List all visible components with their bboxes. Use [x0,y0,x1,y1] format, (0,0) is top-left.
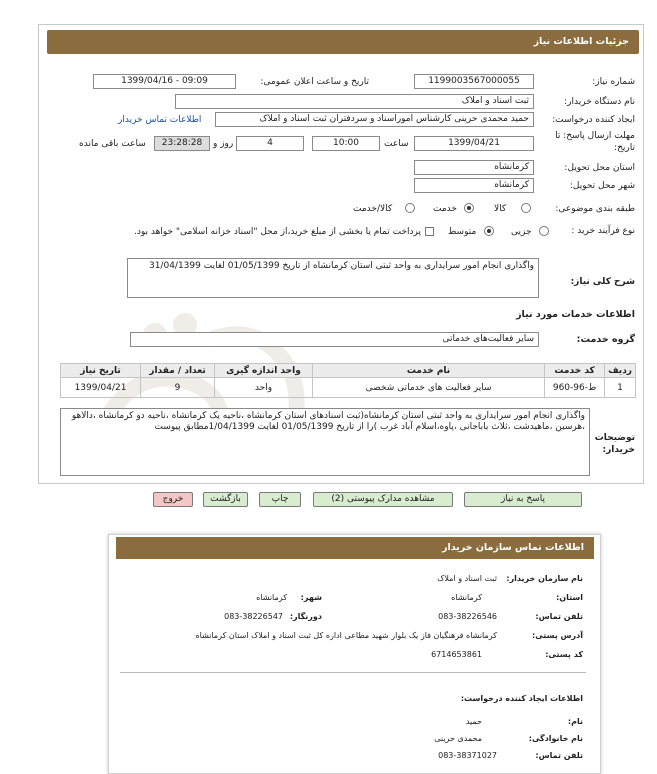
process-partial-label: جزیی [511,227,532,237]
creator-phone-label: تلفن تماس: [535,751,583,760]
print-button[interactable]: چاپ [259,492,301,507]
province-label: استان محل تحویل: [564,163,635,173]
contact-province-value: کرمانشاه [451,593,482,602]
creator-family-value: محمدی حرینی [434,734,482,743]
treasury-payment-checkbox[interactable] [425,227,434,236]
col-date: تاریخ نیاز [61,364,141,378]
creator-label: ایجاد کننده درخواست: [552,115,635,125]
cell-name: سایر فعالیت های خدماتی شخصی [313,378,545,398]
services-table [60,363,636,398]
contact-city-value: کرمانشاه [256,593,287,602]
creator-phone-value: 083-38371027 [438,751,497,760]
buyer-notes-label-2: خریدار: [602,445,635,455]
cell-qty: 9 [141,378,215,398]
buyer-org-field: ثبت اسناد و املاک [175,94,534,109]
city-field: کرمانشاه [414,178,534,193]
exit-button[interactable]: خروج [153,492,193,507]
page-title: جزئیات اطلاعات نیاز [47,30,639,54]
purchase-type-label: نوع فرآیند خرید : [571,226,635,236]
cell-unit: واحد [215,378,313,398]
creator-field: حمید محمدی حرینی کارشناس اموراسناد و سردفتران ثبت اسناد و املاک [215,112,534,127]
deadline-date-field: 1399/04/21 [414,136,534,151]
category-label: طبقه بندی موضوعی: [555,204,635,214]
summary-textarea: واگذاری انجام امور سرایداری به واحد ثبتی استان کرمانشاه از تاریخ 01/05/1399 لغایت 31/04/1399 [127,258,539,298]
back-button[interactable]: بازگشت [203,492,248,507]
contact-postal-value: 6714653861 [431,650,482,659]
contact-org-value: ثبت اسناد و املاک [437,574,497,583]
table-row [61,378,636,398]
col-qty: تعداد / مقدار [141,364,215,378]
service-group-label: گروه خدمت: [576,334,635,345]
process-medium-radio[interactable] [484,226,494,236]
card-divider [120,672,586,673]
creator-name-label: نام: [567,717,583,726]
col-index: ردیف [605,364,636,378]
category-goods-radio[interactable] [521,203,531,213]
category-service-radio[interactable] [464,203,474,213]
process-partial-radio[interactable] [539,226,549,236]
contact-address-value: کرمانشاه فرهنگیان فاز یک بلوار شهید مطاعی اداره کل ثبت اسناد و املاک استان کرمانشاه [195,631,497,640]
cell-code: ط-96-960 [545,378,605,398]
services-section-title: اطلاعات خدمات مورد نیاز [516,309,635,320]
category-goods-service-radio[interactable] [405,203,415,213]
announce-datetime-field: 1399/04/16 - 09:09 [93,74,236,89]
need-number-label: شماره نیاز: [592,77,635,87]
city-label: شهر محل تحویل: [569,181,635,191]
days-label: روز و [213,139,234,149]
creator-family-label: نام خانوادگی: [528,734,583,743]
reply-button[interactable]: پاسخ به نیاز [464,492,582,507]
province-field: کرمانشاه [414,160,534,175]
buyer-notes-textarea: واگذاری انجام امور سرایداری به واحد ثبتی استان کرمانشاه(ثبت اسنادهای استان کرمانشاه ،ناحیه یک کرمانشاه ،ناحیه دو کرمانشاه ،دالاهو ،هرسین ،ماهیدشت ،ثلاث باباجانی ،پاوه،اسلام آباد غرب )را از تاریخ 01/05/1399 لغایت 1/04/1399مطابق پیوست [60,408,590,476]
category-goods-label: کالا [494,204,507,214]
category-service-label: خدمت [433,204,457,214]
summary-label: شرح کلی نیاز: [570,277,635,287]
creator-name-value: حمید [465,717,482,726]
contact-city-label: شهر: [300,593,322,602]
need-number-field: 1199003567000055 [414,74,534,89]
treasury-payment-note: پرداخت تمام یا بخشی از مبلغ خرید،از محل "اسناد خزانه اسلامی" خواهد بود. [133,227,421,237]
deadline-label-date: تاریخ: [614,143,635,153]
cell-date: 1399/04/21 [61,378,141,398]
buyer-org-label: نام دستگاه خریدار: [564,97,635,107]
buyer-contact-card [108,534,601,774]
remaining-time-field: 23:28:28 [154,136,210,151]
remaining-label: ساعت باقی مانده [79,139,146,149]
contact-org-label: نام سازمان خریدار: [506,574,583,583]
col-code: کد خدمت [545,364,605,378]
announce-label: تاریخ و ساعت اعلان عمومی: [260,77,369,87]
contact-postal-label: کد پستی: [545,650,583,659]
contact-fax-value: 083-38226547 [224,612,283,621]
cell-index: 1 [605,378,636,398]
contact-phone-value: 083-38226546 [438,612,497,621]
buyer-contact-link[interactable]: اطلاعات تماس خریدار [118,115,202,125]
col-name: نام خدمت [313,364,545,378]
creator-info-title: اطلاعات ایجاد کننده درخواست: [460,694,583,703]
process-medium-label: متوسط [448,227,477,237]
contact-province-label: استان: [556,593,583,602]
category-goods-service-label: کالا/خدمت [353,204,393,214]
service-group-field: سایر فعالیت‌های خدماتی [130,332,539,347]
col-unit: واحد اندازه گیری [215,364,313,378]
contact-phone-label: تلفن تماس: [535,612,583,621]
contact-card-title: اطلاعات تماس سازمان خریدار [116,537,594,559]
table-header-row [61,364,636,378]
contact-fax-label: دورنگار: [289,612,322,621]
contact-address-label: آدرس پستی: [532,631,583,640]
remaining-days-field: 4 [236,136,304,151]
buyer-notes-label: توضیحات [594,433,635,443]
attachments-button[interactable]: مشاهده مدارک پیوستی (2) [313,492,453,507]
deadline-time-field: 10:00 [312,136,380,151]
deadline-label: مهلت ارسال پاسخ: تا [555,131,635,141]
deadline-time-label: ساعت [384,139,409,149]
